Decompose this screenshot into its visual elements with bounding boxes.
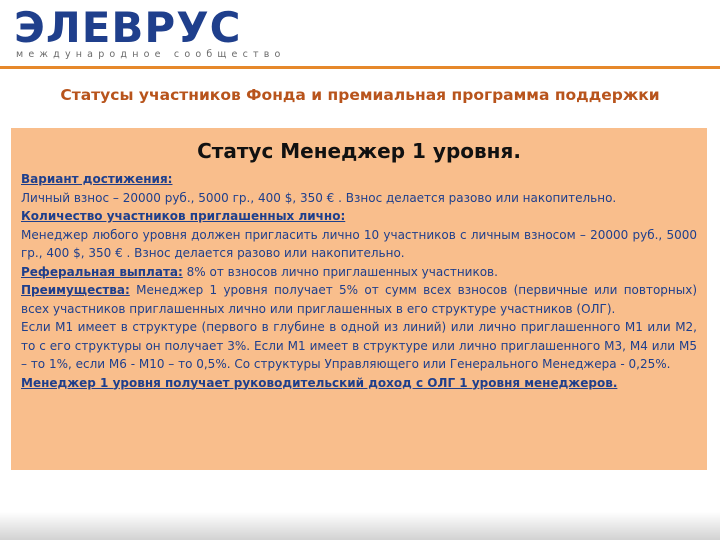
card-title: Статус Менеджер 1 уровня. xyxy=(197,139,521,163)
referral-text: 8% от взносов лично приглашенных участников. xyxy=(186,264,498,279)
referral-label: Реферальная выплата: xyxy=(21,264,183,279)
advantages-label: Преимущества: xyxy=(21,283,130,297)
achievement-text: Личный взнос – 20000 руб., 5000 гр., 400 $, 350 € . Взнос делается разово или накопительно. xyxy=(21,190,617,205)
invited-count-label: Количество участников приглашенных лично: xyxy=(21,209,346,223)
achievement-section xyxy=(21,170,697,207)
advantages-text: Менеджер 1 уровня получает 5% от сумм всех взносов (первичные или повторных) всех участников приглашенных лично или приглашенных в его структуре участников (ОЛГ). xyxy=(21,283,697,316)
advantages-section xyxy=(21,281,697,318)
closing-statement xyxy=(21,374,697,393)
footer-band xyxy=(0,512,720,540)
structure-paragraph: Если М1 имеет в структуре (первого в глубине в одной из линий) или лично приглашенного М1 или М2, то с его структуры он получает 3%. Если М1 имеет в структуре или лично приглашенного М3, М4 или М5 – то 1%, если М6 - М10 – то 0,5%. Со структуры Управляющего или Генерального Менеджера - 0,25%. xyxy=(21,320,697,371)
header-divider xyxy=(0,66,720,69)
achievement-label: Вариант достижения: xyxy=(21,172,173,186)
logo-subtitle: международное сообщество xyxy=(16,49,286,60)
brand-logo xyxy=(14,3,286,64)
invited-count-section xyxy=(21,207,697,263)
closing-text: Менеджер 1 уровня получает руководительский доход с ОЛГ 1 уровня менеджеров. xyxy=(21,375,618,390)
page-title: Статусы участников Фонда и премиальная программа поддержки xyxy=(60,86,660,104)
referral-section xyxy=(21,263,697,282)
invited-count-text: Менеджер любого уровня должен пригласить лично 10 участников с личным взносом – 20000 руб., 5000 гр., 400 $, 350 € . Взнос делается разово или накопительно. xyxy=(21,227,697,260)
logo-wordmark: ЭЛЕВРУС xyxy=(14,3,242,52)
status-card xyxy=(11,128,707,470)
